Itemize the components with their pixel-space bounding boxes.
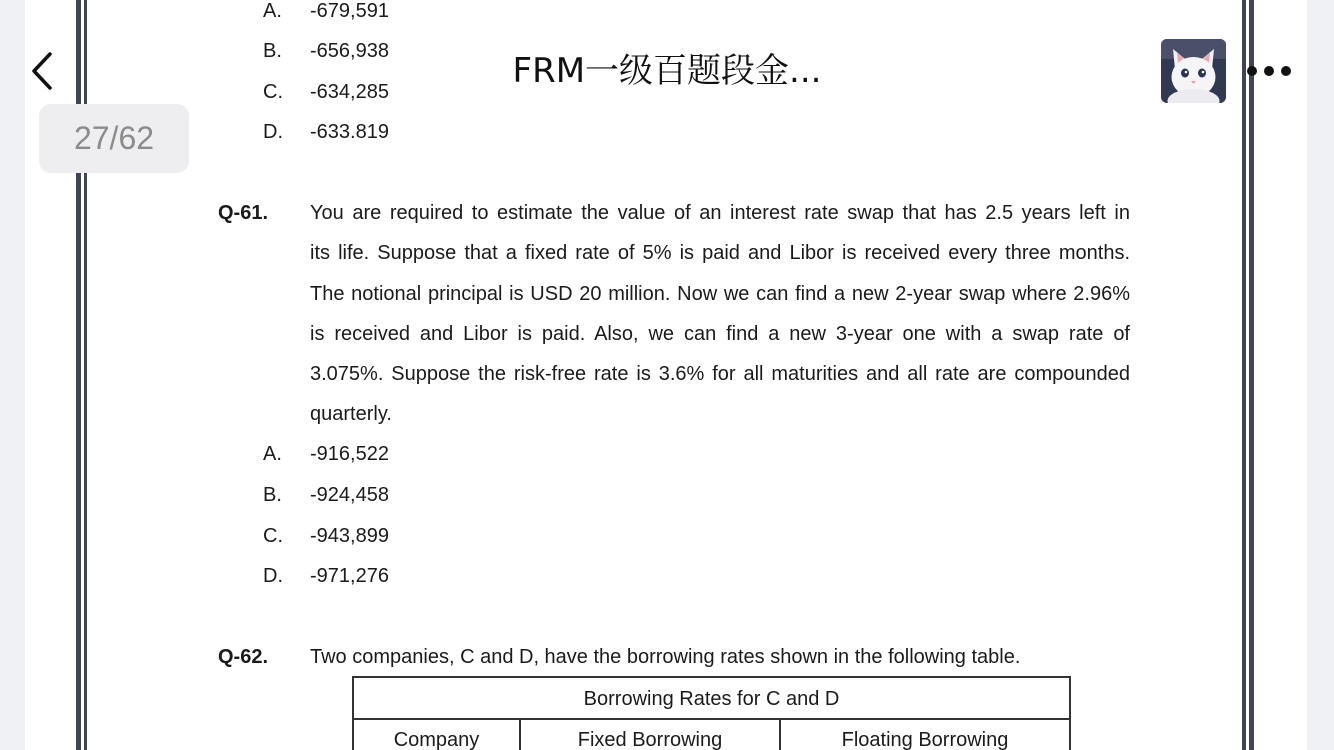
table-header-cell: Company bbox=[354, 720, 521, 750]
question-text-line: quarterly. bbox=[310, 403, 392, 425]
avatar[interactable] bbox=[1161, 39, 1226, 103]
more-dots-icon bbox=[1244, 62, 1294, 80]
option-value: -656,938 bbox=[310, 40, 389, 62]
question-number: Q-61. bbox=[218, 202, 269, 224]
option-letter: B. bbox=[263, 40, 282, 62]
question-text-line: Two companies, C and D, have the borrowing rates shown in the following table. bbox=[310, 646, 1021, 668]
question-number: Q-62. bbox=[218, 646, 269, 668]
option-value: -679,591 bbox=[310, 0, 389, 22]
option-value: -916,522 bbox=[310, 443, 389, 465]
table-header-row bbox=[354, 720, 1069, 750]
back-button[interactable] bbox=[28, 50, 60, 92]
borrowing-rates-table bbox=[352, 676, 1071, 750]
white-cat-avatar bbox=[1161, 39, 1226, 103]
question-text-line: its life. Suppose that a fixed rate of 5% is paid and Libor is received every three months. bbox=[310, 242, 1130, 264]
page-title: FRM一级百题段金... bbox=[512, 51, 822, 91]
table-header-cell: Floating Borrowing bbox=[841, 729, 1009, 750]
option-value: -943,899 bbox=[310, 525, 389, 547]
option-value: -633.819 bbox=[310, 121, 389, 143]
question-text-line: is received and Libor is paid. Also, we can find a new 3-year one with a swap rate of bbox=[310, 323, 1130, 345]
question-text-line: You are required to estimate the value of an interest rate swap that has 2.5 years left in bbox=[310, 202, 1130, 224]
option-letter: A. bbox=[263, 0, 282, 22]
option-letter: C. bbox=[263, 525, 283, 547]
option-letter: C. bbox=[263, 81, 283, 103]
page-counter: 27/62 bbox=[39, 104, 189, 173]
option-letter: D. bbox=[263, 565, 283, 587]
chevron-left-icon bbox=[28, 50, 60, 92]
table-header-cell: Fixed Borrowing bbox=[521, 720, 781, 750]
option-letter: B. bbox=[263, 484, 282, 506]
more-button[interactable] bbox=[1244, 62, 1294, 80]
option-value: -634,285 bbox=[310, 81, 389, 103]
table-title: Borrowing Rates for C and D bbox=[354, 678, 1069, 720]
option-letter: A. bbox=[263, 443, 282, 465]
option-letter: D. bbox=[263, 121, 283, 143]
question-text-line: The notional principal is USD 20 million. Now we can find a new 2-year swap where 2.96% bbox=[310, 283, 1130, 305]
option-value: -971,276 bbox=[310, 565, 389, 587]
question-text-line: 3.075%. Suppose the risk-free rate is 3.6% for all maturities and all rate are compounded bbox=[310, 363, 1130, 385]
option-value: -924,458 bbox=[310, 484, 389, 506]
